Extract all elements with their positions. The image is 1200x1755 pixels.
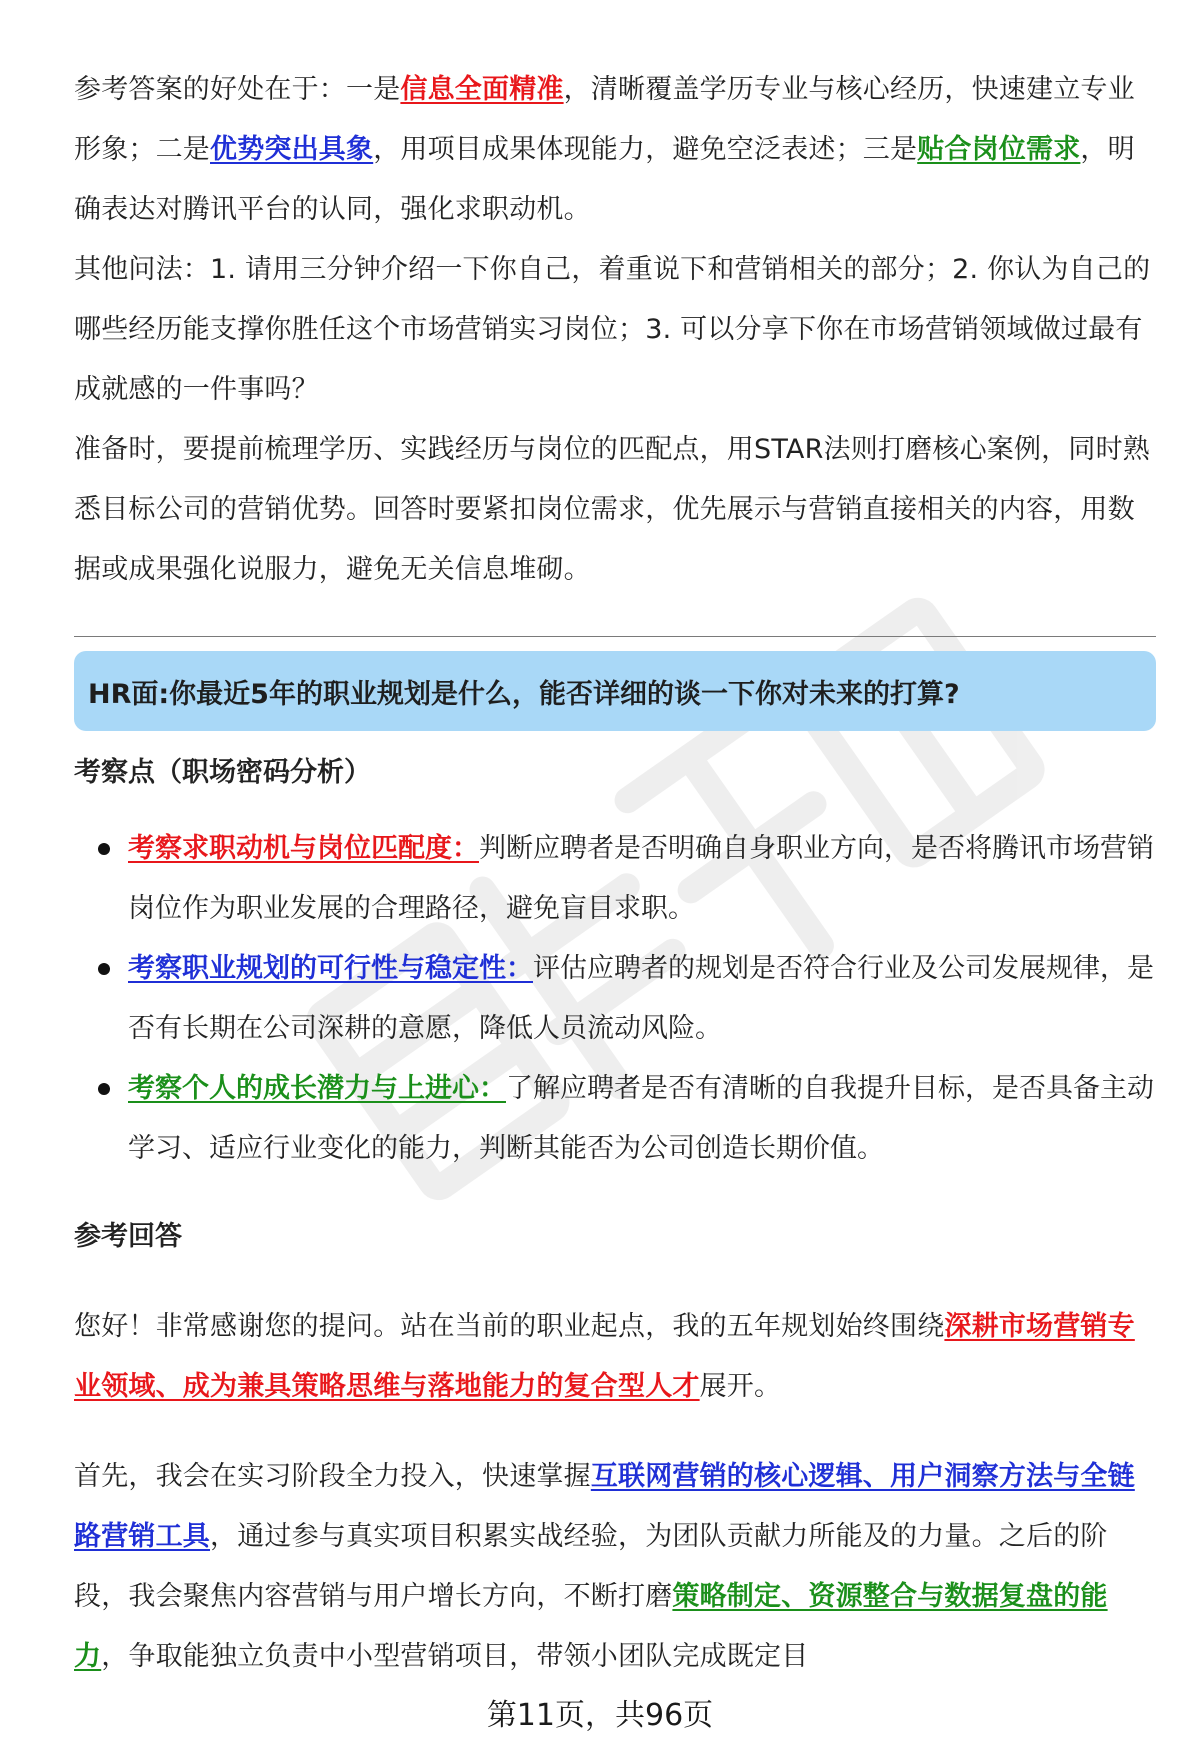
point-text: 评估应聘者的规划是否符合行业及公司发展规律，是否有长期在公司深耕的意愿，降低人员流动风险。 bbox=[128, 953, 1154, 1044]
page-number-footer: 第11页，共96页 bbox=[486, 1698, 714, 1733]
point-key: 考察个人的成长潜力与上进心： bbox=[128, 1073, 506, 1104]
answer-paragraph-2: 首先，我会在实习阶段全力投入，快速掌握互联网营销的核心逻辑、用户洞察方法与全链路营销工具，通过参与真实项目积累实战经验，为团队贡献力所能及的力量。之后的阶段，我会聚焦内容营销与用户增长方向，不断打磨策略制定、资源整合与数据复盘的能力，争取能独立负责中小型营销项目，带领小团队完成既定目 bbox=[74, 1461, 1135, 1672]
highlight-career-goal: 深耕市场营销专业领域、成为兼具策略思维与落地能力的复合型人才 bbox=[74, 1311, 1135, 1402]
point-key: 考察求职动机与岗位匹配度： bbox=[128, 833, 479, 864]
list-item bbox=[74, 939, 1156, 1059]
bullet-icon bbox=[98, 963, 110, 975]
document-page bbox=[74, 60, 1156, 1687]
highlight-strategy-abilities: 策略制定、资源整合与数据复盘的能力 bbox=[74, 1581, 1108, 1672]
section-divider bbox=[74, 636, 1156, 637]
list-item bbox=[74, 819, 1156, 939]
highlight-core-skills: 互联网营销的核心逻辑、用户洞察方法与全链路营销工具 bbox=[74, 1461, 1135, 1552]
point-text: 了解应聘者是否有清晰的自我提升目标，是否具备主动学习、适应行业变化的能力，判断其能否为公司创造长期价值。 bbox=[128, 1073, 1154, 1164]
question-banner bbox=[74, 651, 1156, 731]
question-text: HR面:你最近5年的职业规划是什么，能否详细的谈一下你对未来的打算? bbox=[88, 678, 960, 710]
advantages-paragraph: 参考答案的好处在于：一是信息全面精准，清晰覆盖学历专业与核心经历，快速建立专业形象；二是优势突出具象，用项目成果体现能力，避免空泛表述；三是贴合岗位需求，明确表达对腾讯平台的认同，强化求职动机。 bbox=[74, 74, 1135, 225]
bullet-icon bbox=[98, 1083, 110, 1095]
answer-heading: 参考回答 bbox=[74, 1221, 182, 1252]
point-text: 判断应聘者是否明确自身职业方向，是否将腾讯市场营销岗位作为职业发展的合理路径，避免盲目求职。 bbox=[128, 833, 1154, 924]
highlight-job-fit: 贴合岗位需求 bbox=[917, 134, 1081, 165]
answer-paragraph-1: 您好！非常感谢您的提问。站在当前的职业起点，我的五年规划始终围绕深耕市场营销专业领域、成为兼具策略思维与落地能力的复合型人才展开。 bbox=[74, 1311, 1135, 1402]
list-item bbox=[74, 1059, 1156, 1179]
bullet-icon bbox=[98, 843, 110, 855]
analysis-heading: 考察点（职场密码分析） bbox=[74, 757, 371, 788]
highlight-concrete-strengths: 优势突出具象 bbox=[210, 134, 374, 165]
alternative-questions-paragraph: 其他问法：1. 请用三分钟介绍一下你自己，着重说下和营销相关的部分；2. 你认为自己的哪些经历能支撑你胜任这个市场营销实习岗位；3. 可以分享下你在市场营销领域做过最有成就感的一件事吗？ bbox=[74, 254, 1151, 405]
analysis-points-list bbox=[74, 819, 1156, 1179]
preparation-paragraph: 准备时，要提前梳理学历、实践经历与岗位的匹配点，用STAR法则打磨核心案例，同时熟悉目标公司的营销优势。回答时要紧扣岗位需求，优先展示与营销直接相关的内容，用数据或成果强化说服力，避免无关信息堆砌。 bbox=[74, 434, 1150, 585]
point-key: 考察职业规划的可行性与稳定性： bbox=[128, 953, 533, 984]
highlight-accurate-info: 信息全面精准 bbox=[400, 74, 564, 105]
